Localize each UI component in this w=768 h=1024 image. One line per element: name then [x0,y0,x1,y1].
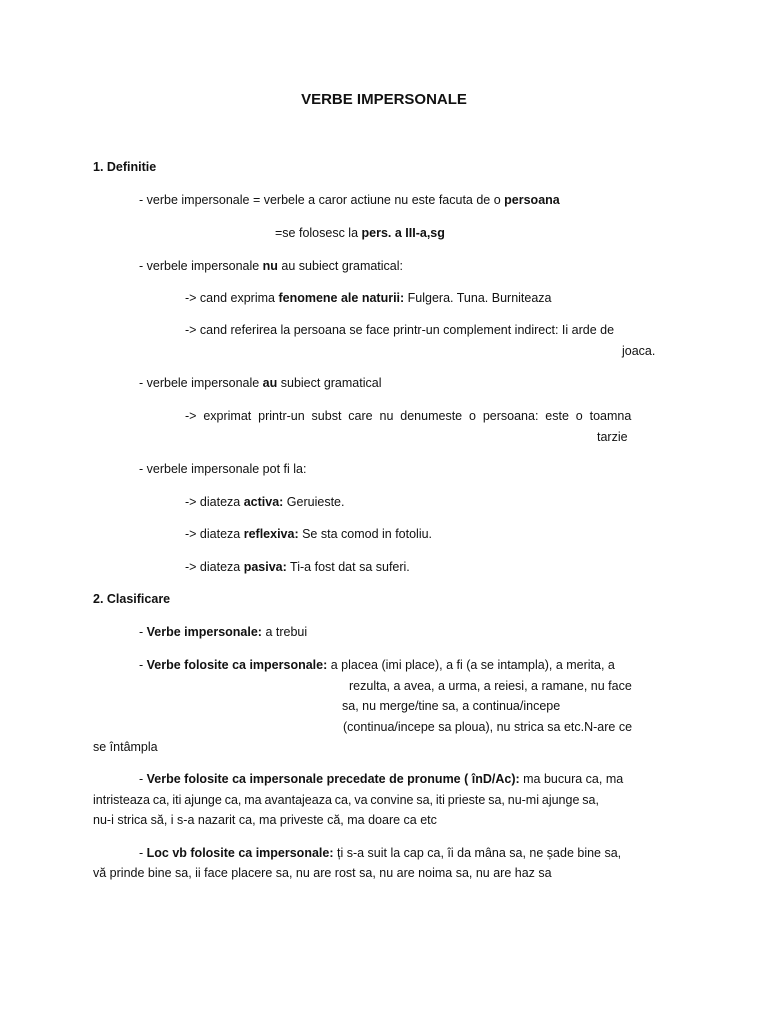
text: subiect gramatical [277,376,382,390]
text: - verbe impersonale = verbele a caror actiune nu este facuta de o [139,193,505,207]
text: -> diateza [185,495,244,509]
usage-line [275,225,445,241]
text: - [139,846,147,860]
text: au subiect gramatical: [277,259,404,273]
item4-line2: vă prinde bine sa, ii face placere sa, nu are rost sa, nu are noima sa, nu are haz sa [93,866,552,880]
indirect-line: -> cand referirea la persoana se face printr-un complement indirect: Ii arde de [185,323,615,337]
text: Geruieste. [283,495,345,509]
text: ți s-a suit la cap ca, îi da mâna sa, ne șade bine sa, [333,846,622,860]
item1-line [139,624,307,640]
section-heading-clasificare: 2. Clasificare [93,592,171,606]
subst-line-cont: tarzie [597,430,628,444]
page-title: VERBE IMPERSONALE [301,91,467,108]
bold-text: Verbe impersonale: [146,625,262,639]
bold-text: Verbe folosite ca impersonale: [146,658,328,672]
item2-line1 [139,657,615,673]
text: a placea (imi place), a fi (a se intampla), a merita, a [327,658,615,672]
voice-intro-line: - verbele impersonale pot fi la: [139,462,307,476]
text: -> cand exprima [185,291,279,305]
activa-line [185,494,344,510]
text: - [139,772,147,786]
bold-text: activa: [243,495,284,509]
text: - verbele impersonale [139,259,263,273]
bold-text: nu [262,259,278,273]
text: Fulgera. Tuna. Burniteaza [404,291,552,305]
item4-line1 [139,845,621,861]
pasiva-line [185,559,410,575]
bold-text: persoana [504,193,560,207]
text: - verbele impersonale [139,376,263,390]
item3-line2: intristeaza ca, iti ajunge ca, ma avantajeaza ca, va convine sa, iti prieste sa, nu-mi ajunge sa, [93,793,599,807]
text: ma bucura ca, ma [519,772,624,786]
item2-line2: rezulta, a avea, a urma, a reiesi, a ramane, nu face [349,679,632,693]
item2-line3: sa, nu merge/tine sa, a continua/incepe [342,699,561,713]
no-subject-line [139,258,403,274]
indirect-line-cont: joaca. [622,344,656,358]
bold-text: au [262,376,278,390]
text: a trebui [261,625,308,639]
section-heading-definitie: 1. Definitie [93,160,157,174]
text: - [139,625,147,639]
text: -> diateza [185,560,244,574]
text: Se sta comod in fotoliu. [298,527,433,541]
text: =se folosesc la [275,226,362,240]
bold-text: Verbe folosite ca impersonale precedate de pronume ( înD/Ac): [146,772,520,786]
reflexiva-line [185,526,432,542]
text: Ti-a fost dat sa suferi. [286,560,410,574]
bold-text: pasiva: [243,560,287,574]
subst-line: -> exprimat printr-un subst care nu denumeste o persoana: este o toamna [185,409,632,423]
bold-text: reflexiva: [243,527,299,541]
bold-text: fenomene ale naturii: [278,291,405,305]
with-subject-line [139,375,381,391]
nature-line [185,290,552,306]
bold-text: Loc vb folosite ca impersonale: [146,846,334,860]
item3-line1 [139,771,623,787]
text: - [139,658,147,672]
item2-line5: se întâmpla [93,740,158,754]
text: -> diateza [185,527,244,541]
item3-line3: nu-i strica să, i s-a nazarit ca, ma priveste că, ma doare ca etc [93,813,437,827]
bold-text: pers. a III-a,sg [361,226,445,240]
item2-line4: (continua/incepe sa ploua), nu strica sa etc.N-are ce [343,720,633,734]
definition-line [139,192,560,208]
